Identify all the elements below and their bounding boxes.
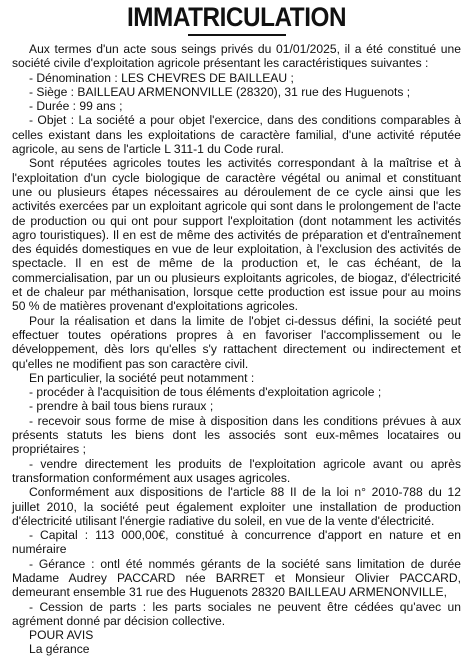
capital-line: - Capital : 113 000,00€, constitué à concurrence d'apport en nature et en numéraire	[12, 528, 461, 557]
signature-line: La gérance	[29, 642, 90, 657]
pour-avis-line: POUR AVIS	[29, 628, 94, 643]
title-underline	[188, 34, 286, 36]
activities-paragraph: Sont réputées agricoles toutes les activités correspondant à la maîtrise et à l'exploitation d'un cycle biologique de caractère végétal ou animal et constituant une ou plusieurs étapes nécessaires au déroulement de ce cycle ainsi que les activités exercées par un exploitant agricole qui sont dans le prolongement de l'acte de production ou qui ont pour support l'exploitation (dont notamment les activités agro touristiques). Il en est de même des activités de préparation et d'entraînement des équidés domestiques en vue de leur exploitation, à l'exclusion des activités de spectacle. Il en est de même de la production et, le cas échéant, de la commercialisation, par un ou plusieurs exploitants agricoles, de biogaz, d'électricité et de chaleur par méthanisation, lorsque cette production est issue pour au moins 50 % de matières provenant d'exploitations agricoles.	[12, 156, 461, 314]
mise-a-disposition-paragraph: - recevoir sous forme de mise à disposition dans les conditions prévues à aux présents statuts les biens dont les associés sont eux-mêmes locataires ou propriétaires ;	[12, 413, 461, 457]
notice-title: IMMATRICULATION	[126, 2, 347, 32]
electricity-paragraph: Conformément aux dispositions de l'article 88 II de la loi n° 2010-788 du 12 juillet 2010, la société peut également exploiter une installation de production d'électricité utilisant l'énergie radiative du soleil, en vue de la vente d'électricité.	[12, 485, 461, 528]
acquisition-line: - procéder à l'acquisition de tous éléments d'exploitation agricole ;	[29, 385, 382, 400]
gerance-paragraph: - Gérance : ontl été nommés gérants de la société sans limitation de durée Madame Audrey PACCARD née BARRET et Monsieur Olivier PACCARD, demeurant ensemble 31 rue des Huguenots 28320 BAILLEAU ARMENONVILLE,	[12, 556, 461, 600]
particular-paragraph: En particulier, la société peut notamment :	[29, 370, 255, 385]
bail-line: - prendre à bail tous biens ruraux ;	[29, 399, 214, 414]
vente-paragraph: - vendre directement les produits de l'exploitation agricole avant ou après transformation conformément aux usages agricoles.	[12, 456, 461, 485]
siege-line: - Siège : BAILLEAU ARMENONVILLE (28320), 31 rue des Huguenots ;	[29, 84, 411, 99]
notice-body	[12, 42, 461, 657]
cession-paragraph: - Cession de parts : les parts sociales ne peuvent être cédées qu'avec un agrément donné par décision collective.	[12, 599, 461, 628]
operations-paragraph: Pour la réalisation et dans la limite de l'objet ci-dessus défini, la société peut effectuer toutes opérations propres à en favoriser l'accomplissement ou le développement, dès lors qu'elles s'y rattachent directement ou indirectement et qu'elles ne modifient pas son caractère civil.	[12, 313, 461, 371]
objet-paragraph: - Objet : La société a pour objet l'exercice, dans des conditions comparables à celles existant dans les exploitations de caractère familial, d'une activité réputée agricole, au sens de l'article L 311-1 du Code rural.	[12, 113, 461, 157]
intro-paragraph: Aux termes d'un acte sous seings privés du 01/01/2025, il a été constitué une société civile d'exploitation agricole présentant les caractéristiques suivantes :	[12, 42, 461, 71]
duree-line: - Durée : 99 ans ;	[29, 99, 123, 114]
denomination-line: - Dénomination : LES CHEVRES DE BAILLEAU ;	[29, 70, 294, 85]
